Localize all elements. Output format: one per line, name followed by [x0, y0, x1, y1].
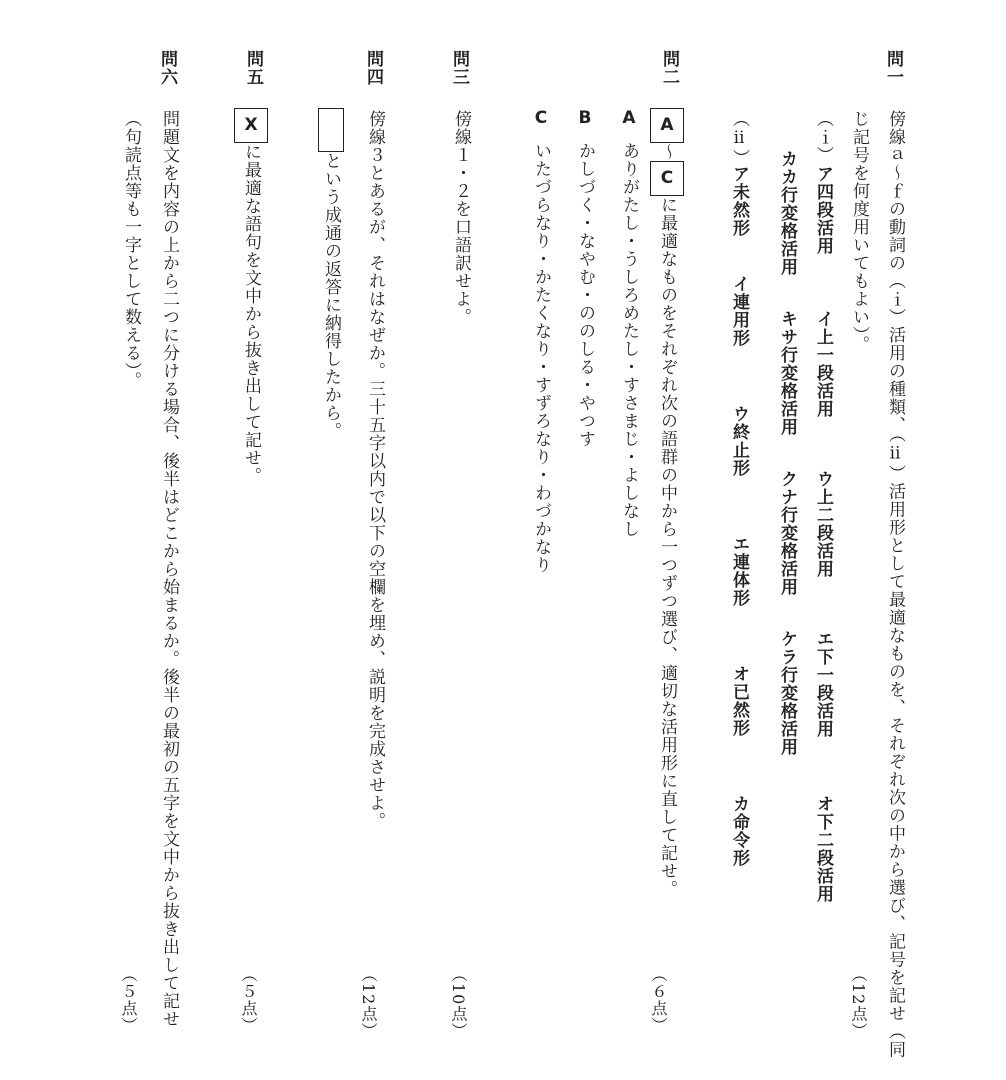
q1-option-a: ア四段活用	[813, 165, 833, 255]
q4-instruction: 傍線３とあるが、それはなぜか。三十五字以内で以下の空欄を埋め、説明を完成させよ。	[365, 110, 385, 830]
q3-points: （10点）	[449, 966, 468, 1040]
q1-option-ke: ケラ行変格活用	[777, 630, 797, 756]
q1-option-ku: クナ行変格活用	[777, 470, 797, 596]
q2-tilde: ～	[657, 143, 677, 161]
q1-sub-ii-label: （ⅱ）	[729, 110, 749, 167]
q1-form-i: イ連用形	[729, 275, 749, 347]
q6-instruction: 問題文を内容の上から二つに分ける場合、後半はどこから始まるか。後半の最初の五字を文中から抜き出して記せ	[159, 110, 179, 1028]
q2-instruction-text: に最適なものをそれぞれ次の語群の中から一つずつ選び、適切な活用形に直して記せ。	[657, 196, 677, 898]
q2-group-b-label: B	[575, 108, 595, 129]
q2-points: （６点）	[649, 966, 668, 1034]
q2-group-c-label: C	[531, 108, 551, 129]
q6-label: 問六	[157, 50, 177, 86]
answer-blank-box	[318, 108, 344, 152]
q2-group-c-words: いたづらなり・かたくなり・すずろなり・わづかなり	[531, 142, 551, 574]
q1-option-u: ウ上二段活用	[813, 470, 833, 578]
q1-instruction-cont: じ記号を何度用いてもよい）。	[849, 110, 869, 354]
q5-label: 問五	[243, 50, 263, 86]
q3-label: 問三	[449, 50, 469, 86]
blank-a-box: A	[650, 108, 684, 143]
q2-group-a-words: ありがたし・うしろめたし・すさまじ・よしなし	[619, 142, 639, 538]
q1-form-a: ア未然形	[729, 165, 749, 237]
q2-label: 問二	[659, 50, 679, 86]
q1-option-e: エ下一段活用	[813, 630, 833, 738]
q1-option-ka: カカ行変格活用	[777, 150, 797, 276]
q5-instruction-text: に最適な語句を文中から抜き出して記せ。	[241, 143, 261, 485]
q1-form-ka: カ命令形	[729, 795, 749, 867]
q6-instruction-cont: （句読点等も一字として数える）。	[121, 110, 141, 390]
q1-form-u: ウ終止形	[729, 405, 749, 477]
q2-instruction	[650, 108, 684, 898]
q4-answer-suffix: という成通の返答に納得したから。	[321, 152, 341, 440]
q5-points: （５点）	[239, 966, 258, 1034]
q4-points: （12点）	[359, 966, 378, 1040]
q2-group-a-label: A	[619, 108, 639, 129]
q6-points: （５点）	[119, 966, 138, 1034]
q5-instruction	[234, 108, 268, 485]
q1-instruction: 傍線ａ～ｆの動詞の（ｉ）活用の種類、（ⅱ）活用形として最適なものを、それぞれ次の中から選び、記号を記せ（同	[885, 110, 905, 1059]
q1-option-ki: キサ行変格活用	[777, 310, 797, 436]
q2-group-b-words: かしづく・なやむ・ののしる・やつす	[575, 142, 595, 448]
q1-points: （12点）	[849, 966, 868, 1040]
q1-option-i: イ上一段活用	[813, 310, 833, 418]
q1-label: 問一	[883, 50, 903, 86]
q3-instruction: 傍線１・２を口語訳せよ。	[451, 110, 471, 326]
blank-x-box: X	[234, 108, 268, 143]
q1-sub-i-label: （ｉ）	[813, 110, 833, 164]
q1-form-o: オ已然形	[729, 665, 749, 737]
q1-option-o: オ下二段活用	[813, 795, 833, 903]
q1-form-e: エ連体形	[729, 535, 749, 607]
blank-c-box: C	[650, 161, 684, 196]
q4-label: 問四	[363, 50, 383, 86]
q4-answer-line	[318, 108, 344, 440]
